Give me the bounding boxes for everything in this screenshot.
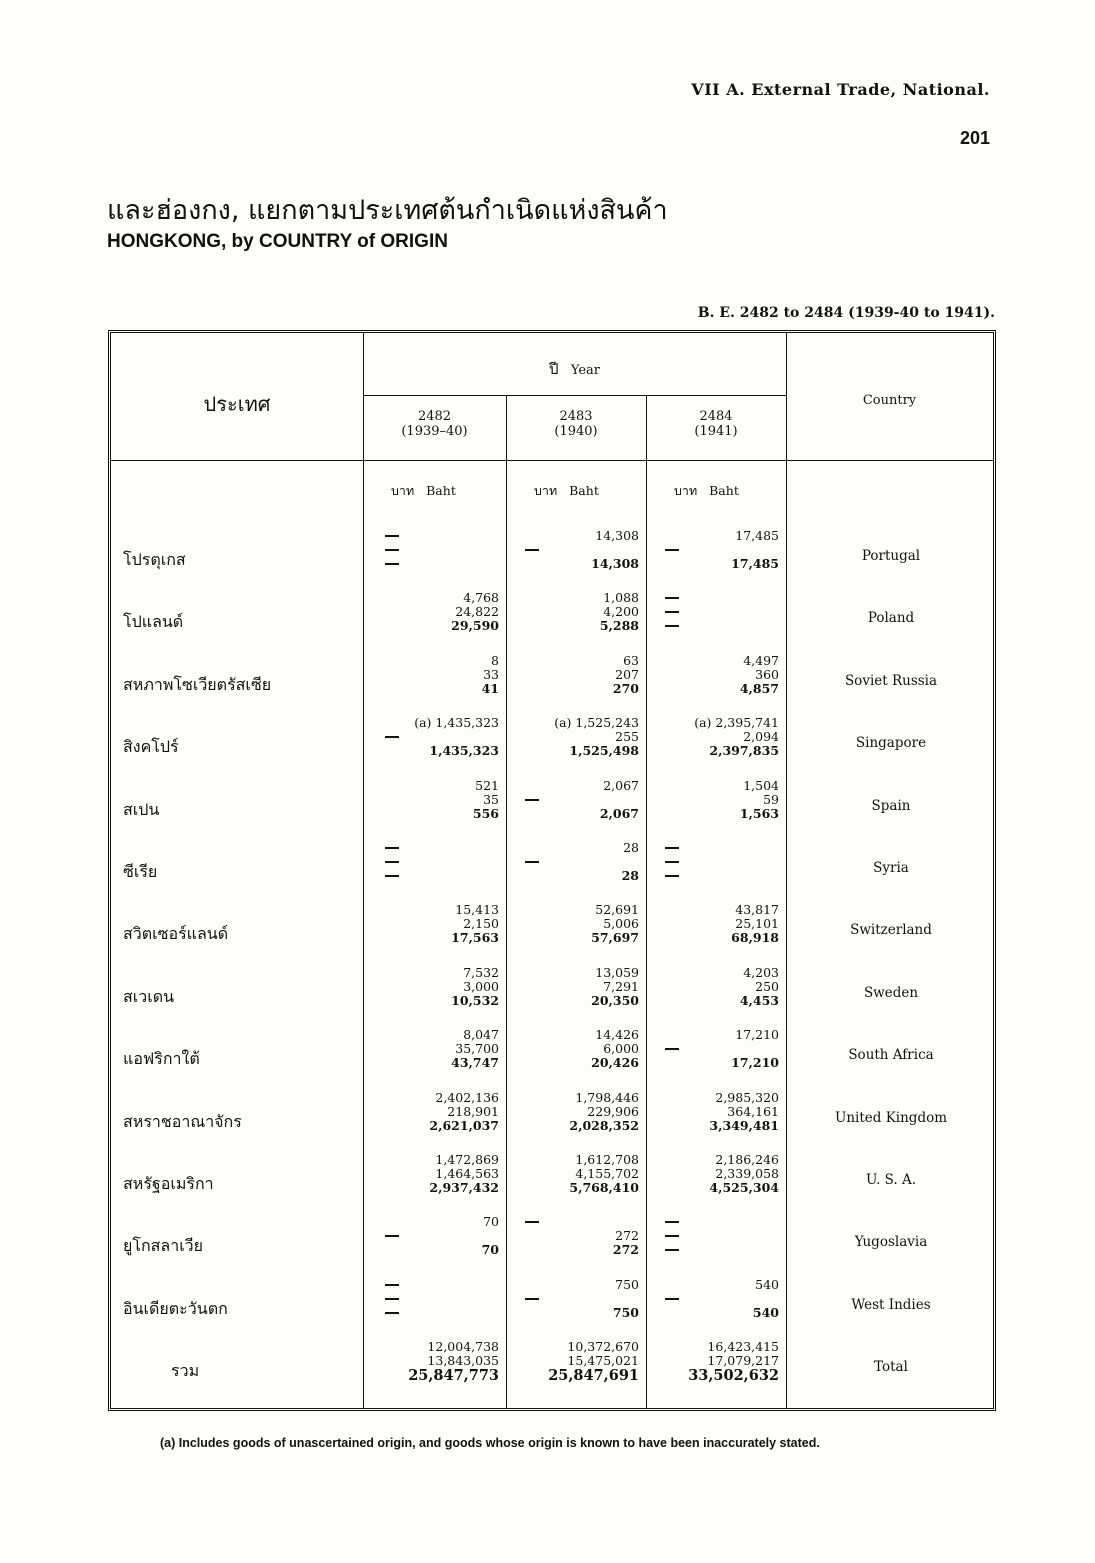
country-name-english: Poland [867,610,915,627]
trade-value: 218,901 [447,1103,499,1119]
trade-value: 12,004,738 [427,1339,499,1355]
trade-value: 8,047 [463,1027,499,1043]
unit-label-2483 [534,481,599,501]
trade-value: 1,464,563 [435,1166,499,1181]
trade-value: 255 [615,729,639,745]
nil-dash [525,1221,539,1223]
table-row [111,1339,993,1399]
year-be: 2484 [699,409,733,424]
table-row [111,965,993,1025]
row-total-value: 57,697 [591,930,639,946]
trade-value: (a) 1,525,243 [554,715,639,731]
trade-value: 360 [755,666,779,682]
nil-dash [665,1235,679,1237]
trade-value: 14,426 [595,1027,639,1043]
value-cell [653,653,781,713]
value-cell [653,1027,781,1087]
row-total-value: 1,563 [739,805,779,821]
row-total-value: 750 [612,1304,639,1320]
nil-dash [385,549,399,551]
value-cell [513,1277,641,1337]
trade-value: 272 [615,1228,639,1244]
country-name-thai: โปรตุเกส [123,550,186,569]
trade-table [108,330,996,1411]
trade-value: 7,291 [603,978,639,994]
unit-label-2484 [674,481,739,501]
header-rule [363,395,786,396]
trade-value: 521 [475,777,499,793]
nil-dash [665,1221,679,1223]
row-total-value: 17,485 [731,556,779,571]
nil-dash [665,847,679,849]
trade-value: 4,155,702 [575,1166,639,1181]
trade-value: 17,485 [735,528,779,543]
trade-value: 15,475,021 [567,1353,639,1369]
value-cell [653,715,781,775]
table-row [111,590,993,650]
trade-value: 35,700 [455,1041,499,1057]
value-cell [373,902,501,962]
trade-value: 63 [623,652,639,668]
country-name-thai: สเวเดน [123,986,175,1006]
trade-value: 1,612,708 [575,1152,639,1167]
header-rule [111,460,993,461]
row-total-value: 68,918 [731,930,779,946]
year-group-en: Year [570,363,601,378]
trade-value: 70 [483,1214,499,1230]
year-header-2482 [363,409,506,439]
column-header-country-thai: ประเทศ [203,392,271,416]
nil-dash [385,875,399,877]
trade-value: 28 [623,840,639,855]
row-total-value: 5,288 [599,618,639,634]
value-cell [373,1214,501,1274]
value-cell [653,902,781,962]
trade-value: 540 [755,1276,779,1292]
nil-dash [385,1284,399,1286]
value-cell [373,778,501,838]
row-total-value: 2,621,037 [429,1117,499,1133]
nil-dash [665,1249,679,1251]
table-row [111,902,993,962]
unit-en: Baht [709,483,739,498]
nil-dash [665,875,679,877]
value-cell [653,965,781,1025]
table-row [111,1152,993,1212]
trade-value: 1,472,869 [435,1152,499,1167]
trade-value: 35 [483,791,499,807]
value-cell [653,590,781,650]
nil-dash [385,1235,399,1237]
value-cell [513,528,641,588]
row-total-value: 556 [472,805,499,821]
value-cell [653,1277,781,1337]
country-name-english: Yugoslavia [854,1234,928,1251]
year-be: 2482 [417,409,452,424]
row-total-value: 2,937,432 [429,1180,499,1195]
trade-value: 25,101 [735,916,779,932]
table-row [111,1090,993,1150]
country-name-thai: อินเดียตะวันตก [123,1298,228,1318]
value-cell [653,1339,781,1399]
unit-thai: บาท [674,483,698,498]
value-cell [373,840,501,900]
trade-value: 13,059 [595,964,639,980]
row-total-value: 10,532 [451,992,499,1008]
row-total-value: 25,847,691 [548,1367,639,1385]
trade-value: 3,000 [463,978,499,994]
nil-dash [385,1298,399,1300]
trade-value: 2,067 [603,777,639,793]
nil-dash [385,847,399,849]
country-name-english: Singapore [855,735,927,752]
page-number: 201 [959,128,990,148]
country-name-english: West Indies [851,1296,931,1313]
value-cell [373,1152,501,1212]
value-cell [373,1277,501,1337]
nil-dash [665,1048,679,1050]
year-be: 2483 [559,409,593,424]
row-total-value: 1,525,498 [569,743,639,759]
row-total-value: 20,426 [591,1055,639,1071]
value-cell [513,653,641,713]
value-cell [373,528,501,588]
row-total-value: 70 [481,1242,499,1258]
value-cell [653,840,781,900]
trade-value: 207 [615,666,639,682]
row-total-value: 17,210 [731,1055,779,1071]
value-cell [513,1339,641,1399]
country-name-english: Sweden [863,984,919,1001]
row-total-value: 5,768,410 [569,1180,639,1195]
row-total-value: 41 [481,680,499,696]
trade-value: 8 [491,652,499,668]
trade-value: (a) 2,395,741 [694,715,779,731]
row-total-value: 17,563 [451,930,499,946]
trade-value: 4,497 [743,652,779,668]
year-ad: (1941) [694,424,738,439]
nil-dash [525,1298,539,1300]
year-header-2484 [646,409,786,439]
unit-thai: บาท [391,483,415,498]
row-total-value: 4,453 [739,992,779,1008]
nil-dash [385,563,399,565]
value-cell [513,715,641,775]
trade-value: 2,402,136 [435,1089,499,1105]
year-ad: (1940) [554,424,598,439]
table-row [111,1214,993,1274]
country-name-english: Syria [873,860,909,876]
trade-value: (a) 1,435,323 [414,715,499,731]
row-total-value: 43,747 [451,1055,499,1071]
row-total-value: 25,847,773 [408,1367,499,1385]
trade-value: 16,423,415 [707,1339,779,1355]
value-cell [653,528,781,588]
country-name-thai: แอฟริกาใต้ [123,1049,200,1069]
country-name-thai: ยูโกสลาเวีย [123,1236,204,1256]
nil-dash [385,861,399,863]
unit-thai: บาท [534,483,558,498]
trade-value: 17,079,217 [707,1353,779,1369]
value-cell [513,902,641,962]
running-header: VII A. External Trade, National. [691,80,990,99]
country-name-english: Portugal [861,548,921,564]
trade-value: 2,985,320 [715,1089,779,1105]
country-name-thai: สหภาพโซเวียตรัสเซีย [123,674,272,694]
value-cell [513,1027,641,1087]
value-cell [653,1090,781,1150]
page-title-thai: และฮ่องกง, แยกตามประเทศต้นกำเนิดแห่งสินค้า [107,195,668,226]
trade-value: 4,200 [603,604,639,620]
trade-value: 2,150 [463,916,499,932]
table-row [111,715,993,775]
trade-value: 33 [483,666,499,682]
nil-dash [665,597,679,599]
trade-value: 15,413 [455,902,499,918]
country-name-thai: โปแลนด์ [123,612,184,632]
row-total-value: 2,028,352 [569,1117,639,1133]
nil-dash [665,625,679,627]
trade-value: 1,798,446 [575,1089,639,1105]
value-cell [513,965,641,1025]
trade-value: 43,817 [735,902,779,918]
value-cell [653,1214,781,1274]
year-header-2483 [506,409,646,439]
row-total-value: 28 [621,868,639,883]
value-cell [373,1090,501,1150]
trade-value: 1,504 [743,777,779,793]
row-total-value: 540 [752,1304,779,1320]
nil-dash [525,799,539,801]
value-cell [373,1027,501,1087]
value-cell [373,715,501,775]
value-cell [513,1090,641,1150]
trade-value: 17,210 [735,1027,779,1043]
country-name-thai: สหราชอาณาจักร [123,1111,242,1131]
country-name-thai: รวม [171,1361,200,1381]
unit-en: Baht [569,483,599,498]
year-group-header [363,357,786,381]
row-total-value: 272 [612,1242,639,1258]
country-name-english: United Kingdom [834,1109,948,1126]
row-total-value: 4,525,304 [709,1180,779,1195]
trade-value: 2,339,058 [715,1166,779,1181]
row-total-value: 29,590 [451,618,499,634]
country-name-thai: สวิตเซอร์แลนด์ [123,924,229,944]
country-name-english: Spain [871,797,911,814]
country-name-thai: ซีเรีย [123,862,158,881]
trade-value: 2,094 [743,729,779,745]
row-total-value: 4,857 [739,680,779,696]
nil-dash [525,549,539,551]
trade-value: 4,768 [463,590,499,606]
country-name-thai: สหรัฐอเมริกา [123,1174,214,1193]
value-cell [373,590,501,650]
footnote: (a) Includes goods of unascertained origin, and goods whose origin is known to have been inaccurately stated. [160,1436,820,1450]
period-label: B. E. 2482 to 2484 (1939-40 to 1941). [697,305,995,321]
value-cell [373,965,501,1025]
country-name-english: Switzerland [850,922,932,939]
trade-value: 14,308 [595,528,639,543]
table-row [111,840,993,900]
country-name-english: Total [874,1359,908,1376]
nil-dash [385,736,399,738]
row-total-value: 20,350 [591,992,639,1008]
country-name-english: U. S. A. [865,1172,917,1188]
country-name-english: Soviet Russia [844,672,938,689]
year-ad: (1939–40) [401,424,468,439]
value-cell [513,590,641,650]
trade-value: 229,906 [587,1103,639,1119]
table-row [111,1277,993,1337]
nil-dash [665,549,679,551]
country-name-english: South Africa [848,1047,934,1064]
row-total-value: 14,308 [591,556,639,571]
country-name-thai: สเปน [123,799,160,819]
value-cell [513,1152,641,1212]
trade-value: 4,203 [743,964,779,980]
row-total-value: 3,349,481 [709,1117,779,1133]
row-total-value: 270 [612,680,639,696]
value-cell [653,1152,781,1212]
trade-value: 364,161 [727,1103,779,1119]
row-total-value: 2,397,835 [709,743,779,759]
value-cell [513,1214,641,1274]
trade-value: 7,532 [463,964,499,980]
trade-value: 250 [755,978,779,994]
row-total-value: 1,435,323 [429,743,499,759]
table-row [111,1027,993,1087]
trade-value: 13,843,035 [427,1353,499,1369]
year-group-thai: ปี [548,360,559,378]
table-row [111,528,993,588]
table-row [111,778,993,838]
nil-dash [385,535,399,537]
row-total-value: 33,502,632 [688,1367,779,1385]
nil-dash [665,861,679,863]
unit-en: Baht [426,483,456,498]
trade-value: 52,691 [595,902,639,918]
row-total-value: 2,067 [599,805,639,821]
page-title-english: HONGKONG, by COUNTRY of ORIGIN [107,231,448,252]
nil-dash [665,611,679,613]
trade-value: 1,088 [603,590,639,606]
value-cell [513,840,641,900]
trade-value: 10,372,670 [567,1339,639,1355]
table-row [111,653,993,713]
trade-value: 2,186,246 [715,1152,779,1167]
trade-value: 5,006 [603,916,639,932]
value-cell [653,778,781,838]
value-cell [373,653,501,713]
trade-value: 750 [615,1276,639,1292]
nil-dash [525,861,539,863]
column-header-country-en: Country [862,393,917,408]
table-body [111,528,993,1408]
value-cell [373,1339,501,1399]
trade-value: 59 [763,791,779,807]
country-name-thai: สิงคโปร์ [123,737,179,757]
trade-value: 6,000 [603,1041,639,1057]
unit-label-2482 [391,481,456,501]
trade-value: 24,822 [455,604,499,620]
value-cell [513,778,641,838]
nil-dash [385,1312,399,1314]
nil-dash [665,1298,679,1300]
